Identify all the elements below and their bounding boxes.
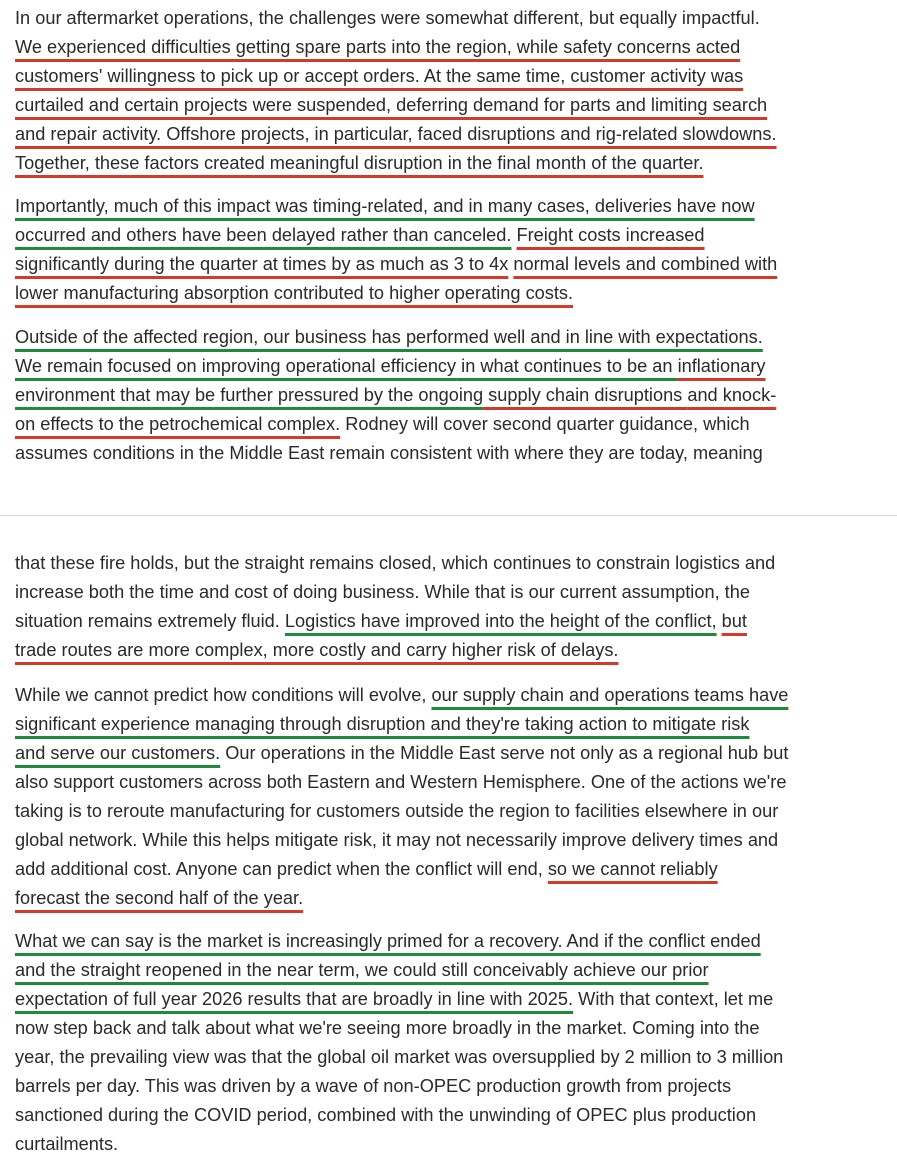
red-underlined-text: normal levels and combined with: [513, 254, 778, 274]
green-underlined-text: and serve our customers.: [15, 743, 221, 763]
text-line: [15, 578, 890, 607]
plain-text: barrels per day. This was driven by a wave of non-OPEC production growth from projects: [15, 1076, 732, 1096]
plain-text: curtailments.: [15, 1134, 119, 1154]
text-line: [15, 549, 890, 578]
text-line: [15, 607, 890, 636]
text-line: [15, 381, 890, 410]
green-underlined-text: and the straight reopened in the near term, we could still conceivably achieve our prior: [15, 960, 709, 980]
paragraph-market-recovery: [15, 927, 890, 1159]
red-underlined-text: but: [721, 611, 747, 631]
text-line: [15, 279, 890, 308]
red-underlined-text: and knock-: [687, 385, 777, 405]
red-underlined-text: and repair activity. Offshore projects, in particular, faced disruptions and rig-related slowdowns.: [15, 124, 777, 144]
green-underlined-text: Importantly, much of this impact was timing-related, and in many cases, deliveries have now: [15, 196, 755, 216]
plain-text: year, the prevailing view was that the global oil market was oversupplied by 2 million to 3 million: [15, 1047, 784, 1067]
text-line: [15, 439, 890, 468]
text-line: [15, 768, 890, 797]
text-line: [15, 192, 890, 221]
red-underlined-text: Freight costs increased: [516, 225, 705, 245]
text-line: [15, 636, 890, 665]
text-line: [15, 1014, 890, 1043]
green-underlined-text: expectation of full year 2026 results that are broadly in line with 2025.: [15, 989, 574, 1009]
red-underlined-text: trade routes are more complex, more costly and carry higher risk of delays.: [15, 640, 619, 660]
green-underlined-text: in what continues to be an: [456, 356, 678, 376]
page-divider: [0, 515, 897, 516]
green-underlined-text: We remain focused on improving operational efficiency: [15, 356, 457, 376]
text-line: [15, 91, 890, 120]
red-underlined-text: so we cannot reliably: [547, 859, 718, 879]
red-underlined-text: on effects to the petrochemical complex.: [15, 414, 341, 434]
text-line: [15, 1101, 890, 1130]
text-line: [15, 927, 890, 956]
text-line: [15, 710, 890, 739]
plain-text: Our operations in the Middle East serve not only as a regional hub but: [220, 743, 789, 763]
red-underlined-text: inflationary: [677, 356, 766, 376]
text-line: [15, 739, 890, 768]
red-underlined-text: customers' willingness to pick up or accept orders. At the same time, customer activity was: [15, 66, 744, 86]
document-page-top: [0, 0, 897, 500]
text-line: [15, 797, 890, 826]
paragraph-logistics-assumption: [15, 549, 890, 665]
text-line: [15, 985, 890, 1014]
paragraph-outside-affected-region: [15, 323, 890, 468]
green-underlined-text: our supply chain and operations teams have: [431, 685, 789, 705]
text-line: [15, 149, 890, 178]
plain-text: increase both the time and cost of doing business. While that is our current assumption, the: [15, 582, 750, 602]
paragraph-timing-related-impact: [15, 192, 890, 308]
green-underlined-text: Outside of the affected region, our business has performed well and in line with expectations.: [15, 327, 763, 347]
green-underlined-text: environment that may be further pressured by the ongoing: [15, 385, 484, 405]
plain-text: that these fire holds, but the straight remains closed, which continues to constrain logistics and: [15, 553, 776, 573]
green-underlined-text: Logistics have improved into the height of the conflict,: [284, 611, 717, 631]
text-line: [15, 221, 890, 250]
text-line: [15, 33, 890, 62]
green-underlined-text: and they're taking action to mitigate risk: [425, 714, 750, 734]
text-line: [15, 855, 890, 884]
text-line: [15, 884, 890, 913]
green-underlined-text: What we can say is the market is increasingly primed for a recovery. And if the conflict ended: [15, 931, 761, 951]
text-line: [15, 681, 890, 710]
text-line: [15, 62, 890, 91]
text-line: [15, 1072, 890, 1101]
red-underlined-text: supply chain disruptions: [483, 385, 688, 405]
plain-text: assumes conditions in the Middle East remain consistent with where they are today, meaning: [15, 443, 763, 463]
text-line: [15, 352, 890, 381]
green-underlined-text: significant experience managing through disruption: [15, 714, 426, 734]
text-line: [15, 323, 890, 352]
plain-text: Rodney will cover second quarter guidance, which: [340, 414, 750, 434]
paragraph-aftermarket-operations: [15, 4, 890, 178]
plain-text: While we cannot predict how conditions will evolve,: [15, 685, 432, 705]
plain-text: situation remains extremely fluid.: [15, 611, 285, 631]
plain-text: With that context, let me: [573, 989, 774, 1009]
plain-text: In our aftermarket operations, the challenges were somewhat different, but equally impactful.: [15, 8, 760, 28]
plain-text: also support customers across both Eastern and Western Hemisphere. One of the actions we're: [15, 772, 787, 792]
text-line: [15, 410, 890, 439]
text-line: [15, 956, 890, 985]
text-line: [15, 826, 890, 855]
text-line: [15, 4, 890, 33]
paragraph-supply-chain-response: [15, 681, 890, 913]
plain-text: taking is to reroute manufacturing for customers outside the region to facilities elsewhere in our: [15, 801, 779, 821]
red-underlined-text: Together, these factors created meaningful disruption in the final month of the quarter.: [15, 153, 704, 173]
red-underlined-text: forecast the second half of the year.: [15, 888, 304, 908]
green-underlined-text: occurred and others have been delayed rather than canceled.: [15, 225, 512, 245]
plain-text: global network. While this helps mitigate risk, it may not necessarily improve delivery times and: [15, 830, 779, 850]
plain-text: sanctioned during the COVID period, combined with the unwinding of OPEC plus production: [15, 1105, 757, 1125]
document-page-bottom: [0, 530, 897, 1160]
text-line: [15, 1043, 890, 1072]
red-underlined-text: curtailed and certain projects were suspended, deferring demand for parts and limiting search: [15, 95, 768, 115]
text-line: [15, 120, 890, 149]
text-line: [15, 250, 890, 279]
text-line: [15, 1130, 890, 1159]
red-underlined-text: significantly during the quarter at times by as much as 3 to 4x: [15, 254, 509, 274]
plain-text: add additional cost. Anyone can predict when the conflict will end,: [15, 859, 548, 879]
red-underlined-text: lower manufacturing absorption contributed to higher operating costs.: [15, 283, 574, 303]
plain-text: now step back and talk about what we're seeing more broadly in the market. Coming into the: [15, 1018, 760, 1038]
red-underlined-text: We experienced difficulties getting spare parts into the region, while safety concerns acted: [15, 37, 741, 57]
